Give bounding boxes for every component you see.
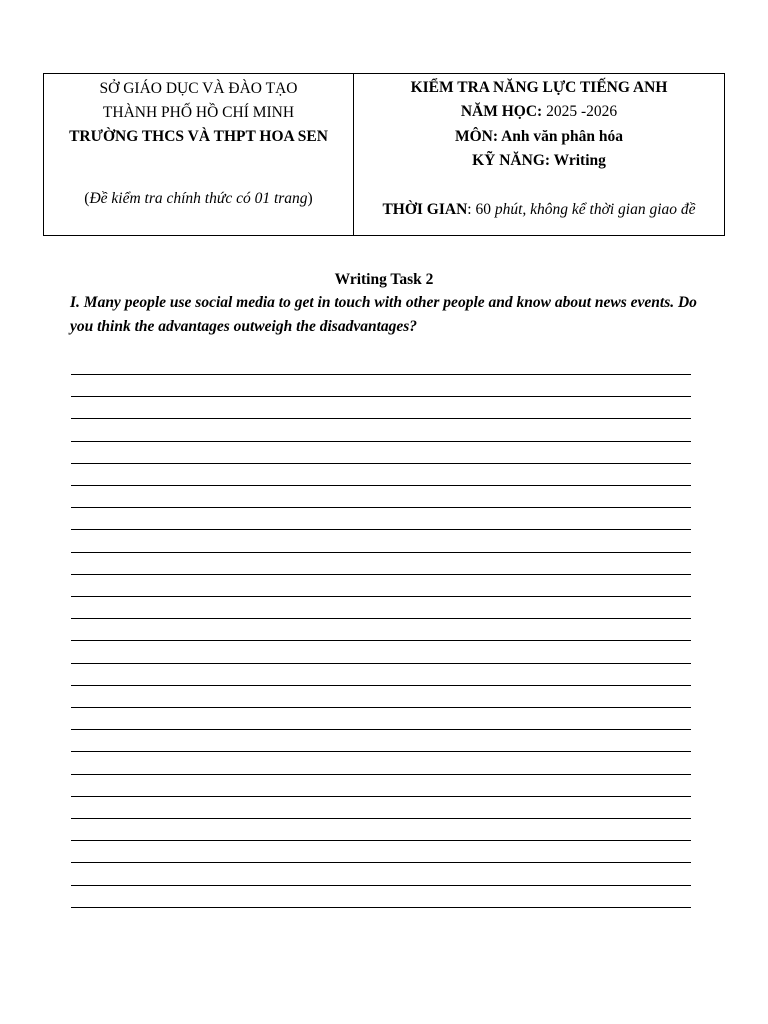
answer-line[interactable] [71,485,691,486]
exam-info-cell [354,74,724,235]
skill: KỸ NĂNG: Writing [472,152,606,169]
answer-line[interactable] [71,751,691,752]
department-name: SỞ GIÁO DỤC VÀ ĐÀO TẠO [99,80,298,97]
answer-line[interactable] [71,840,691,841]
exam-title: KIỂM TRA NĂNG LỰC TIẾNG ANH [410,79,668,96]
answer-line[interactable] [71,774,691,775]
school-info-cell [44,74,354,235]
subject: MÔN: Anh văn phân hóa [455,128,623,145]
school-year: NĂM HỌC: 2025 -2026 [460,103,618,120]
answer-line[interactable] [71,596,691,597]
city-name: THÀNH PHỐ HỒ CHÍ MINH [102,104,295,121]
answer-line[interactable] [71,685,691,686]
answer-line[interactable] [71,418,691,419]
answer-line[interactable] [71,552,691,553]
header-table [43,73,725,236]
answer-line[interactable] [71,796,691,797]
answer-line[interactable] [71,374,691,375]
official-exam-note: (Đề kiểm tra chính thức có 01 trang) [84,190,313,207]
answer-line[interactable] [71,507,691,508]
answer-line[interactable] [71,618,691,619]
answer-line[interactable] [71,640,691,641]
answer-line[interactable] [71,818,691,819]
school-name: TRƯỜNG THCS VÀ THPT HOA SEN [69,128,328,145]
answer-line[interactable] [71,441,691,442]
answer-line[interactable] [71,907,691,908]
answer-line[interactable] [71,862,691,863]
answer-line[interactable] [71,463,691,464]
answer-line[interactable] [71,574,691,575]
answer-line[interactable] [71,663,691,664]
answer-line[interactable] [71,707,691,708]
answer-line[interactable] [71,885,691,886]
answer-line[interactable] [71,729,691,730]
answer-line[interactable] [71,529,691,530]
task-title: Writing Task 2 [334,271,434,288]
time-allowed: THỜI GIAN: 60 phút, không kể thời gian giao đề [382,201,696,218]
task-prompt: I. Many people use social media to get in touch with other people and know about news events. Do you think the advantages outweigh the disadvantages? [70,294,697,335]
answer-line[interactable] [71,396,691,397]
